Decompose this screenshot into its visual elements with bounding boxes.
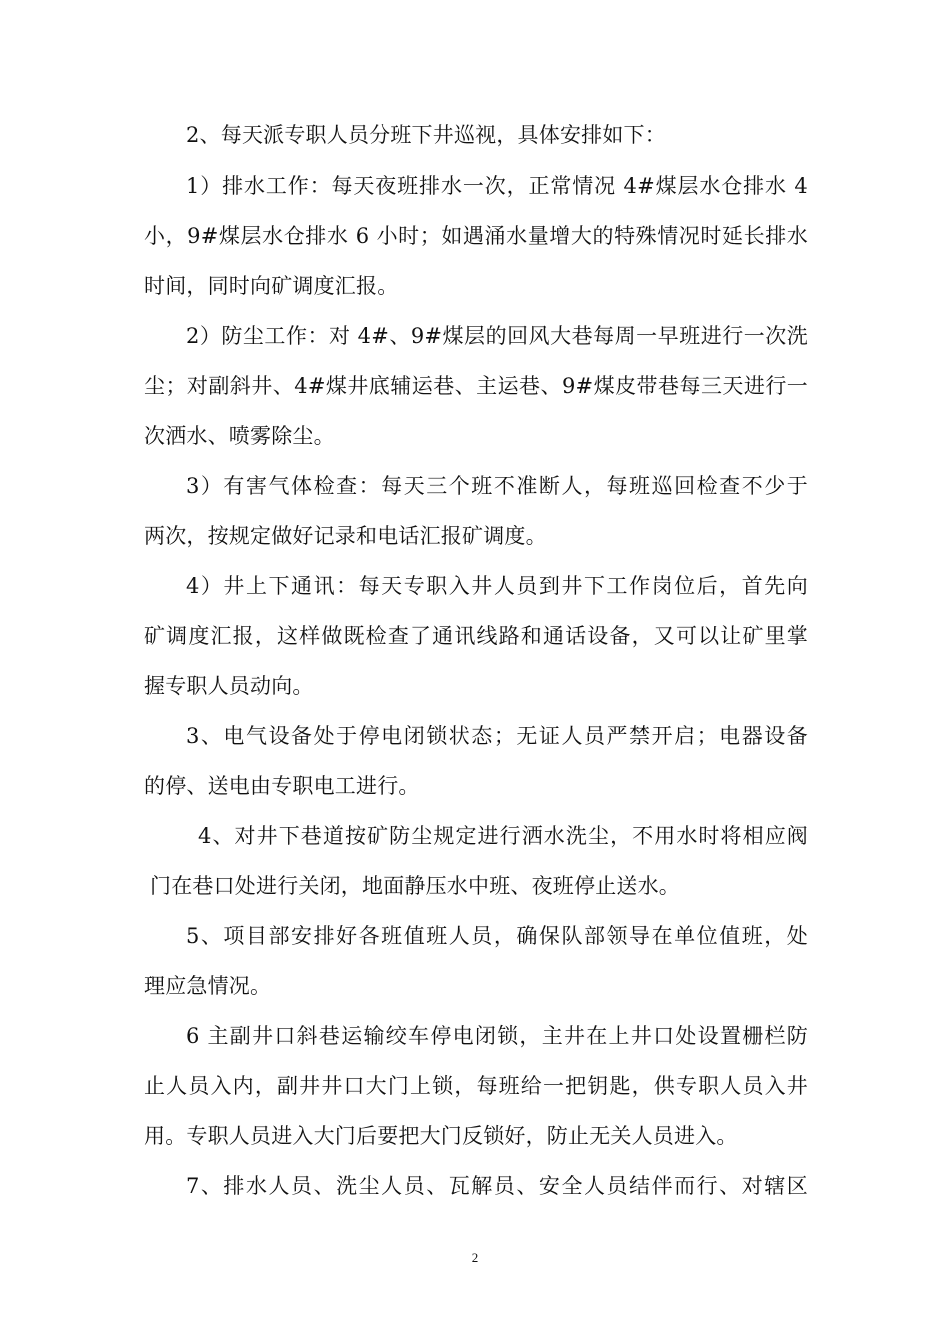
para-7-line-1: 7、排水人员、洗尘人员、瓦解员、安全人员结伴而行、对辖区 (186, 1174, 808, 1198)
para-2-2-line-1: 2）防尘工作：对 4#、9#煤层的回风大巷每周一早班进行一次洗 (186, 324, 808, 348)
para-2-2-line-3: 次洒水、喷雾除尘。 (144, 424, 335, 448)
para-4-line-2: 门在巷口处进行关闭，地面静压水中班、夜班停止送水。 (150, 874, 680, 898)
para-2-4-line-2: 矿调度汇报，这样做既检查了通讯线路和通话设备，又可以让矿里掌 (144, 624, 808, 648)
para-2-4-line-3: 握专职人员动向。 (144, 674, 314, 698)
para-2-1-line-2: 小，9#煤层水仓排水 6 小时；如遇涌水量增大的特殊情况时延长排水 (144, 224, 808, 248)
para-3-line-1: 3、电气设备处于停电闭锁状态；无证人员严禁开启；电器设备 (186, 724, 808, 748)
para-2-1-line-3: 时间，同时向矿调度汇报。 (144, 274, 399, 298)
para-3-line-2: 的停、送电由专职电工进行。 (144, 774, 420, 798)
para-2-1-line-1: 1）排水工作：每天夜班排水一次，正常情况 4#煤层水仓排水 4 (186, 174, 808, 198)
para-6-line-1: 6 主副井口斜巷运输绞车停电闭锁，主井在上井口处设置栅栏防 (186, 1024, 808, 1048)
para-6-line-3: 用。专职人员进入大门后要把大门反锁好，防止无关人员进入。 (144, 1124, 738, 1148)
para-2-3-line-2: 两次，按规定做好记录和电话汇报矿调度。 (144, 524, 547, 548)
para-2-3-line-1: 3）有害气体检查：每天三个班不准断人，每班巡回检查不少于 (186, 474, 808, 498)
para-5-line-2: 理应急情况。 (144, 974, 272, 998)
page-number: 2 (471, 1250, 479, 1265)
para-2-line-1: 2、每天派专职人员分班下井巡视，具体安排如下： (186, 123, 666, 147)
para-2-4-line-1: 4）井上下通讯：每天专职入井人员到井下工作岗位后，首先向 (186, 574, 808, 598)
para-5-line-1: 5、项目部安排好各班值班人员，确保队部领导在单位值班，处 (186, 924, 808, 948)
para-2-2-line-2: 尘；对副斜井、4#煤井底辅运巷、主运巷、9#煤皮带巷每三天进行一 (144, 374, 808, 398)
para-4-line-1: 4、对井下巷道按矿防尘规定进行洒水洗尘，不用水时将相应阀 (198, 824, 808, 848)
para-6-line-2: 止人员入内，副井井口大门上锁，每班给一把钥匙，供专职人员入井 (144, 1074, 808, 1098)
